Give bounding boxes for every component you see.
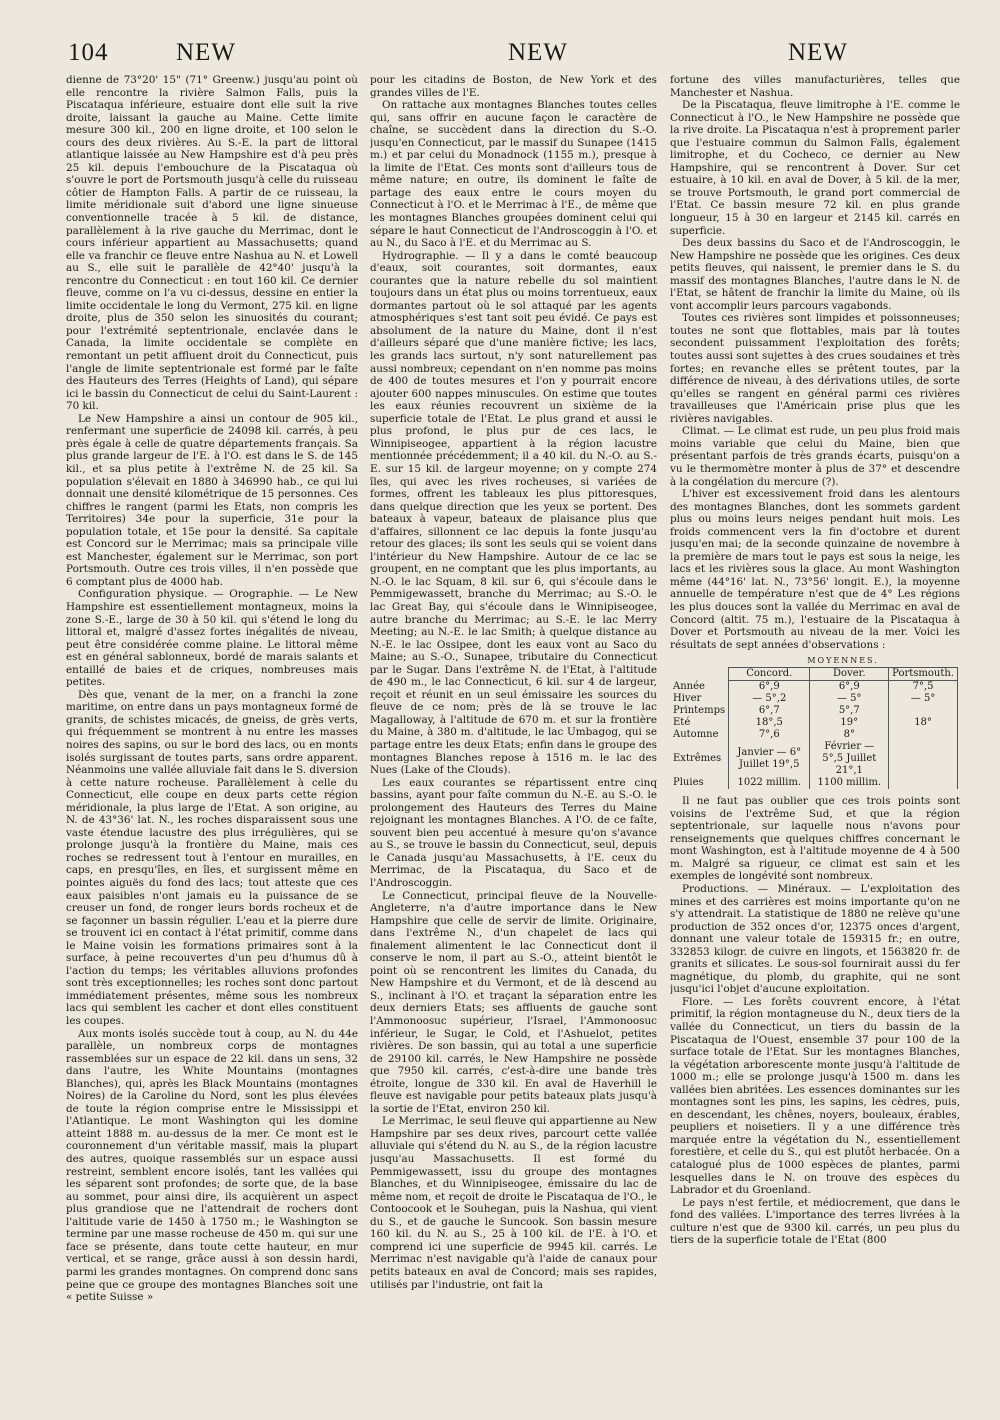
paragraph: Hydrographie. — Il y a dans le comté beaucoup d'eaux, soit courantes, soit dormantes, eaux courantes que la nature rebelle du sol maintient toujours dans un état plus ou moins torrentueux, eaux dormantes partout où le sol attaqué par les agents atmosphériques s'est tant soit peu évidé. Ce pays est absolument de la nature du Maine, dont il n'est d'ailleurs séparé que d'une manière fictive; les lacs, les grands lacs surtout, n'y sont naturellement pas aussi nombreux; cependant on n'en nomme pas moins de 400 de toutes mesures et l'on y pourrait encore ajouter 600 nappes minuscules. On estime que toutes les eaux réunies recouvrent un sixième de la superficie totale de l'Etat. Le plus grand et aussi le plus profond, le plus pur de ces lacs, le Winnipiseogee, appartient à la région lacustre mentionnée précédemment; il a 40 kil. du N.-O. au S.-E. sur 15 kil. de largeur moyenne; on y compte 274 îles, qui avec les rives rocheuses, si variées de formes, offrent les tableaux les plus pittoresques, dans quelque direction que les yeux se portent. Des bateaux à vapeur, bateaux de plaisance plus que d'affaires, sillonnent ce lac depuis la fonte jusqu'au retour des glaces; ils sont les seuls qui se voient dans l'intérieur du New Hampshire. Autour de ce lac se groupent, en ne comptant que les plus importants, au N.-O. le lac Squam, 8 kil. sur 6, qui s'écoule dans le Pemmigewassett, branche du Merrimac; au S.-O. le lac Great Bay, qui s'écoule dans le Winnipiseogee, autre branche du Merrimac; au S.-E. le lac Merry Meeting; au N.-E. le lac Smith; à quelque distance au N.-E. le lac Ossipee, dont les eaux vont au Saco du Maine; au S.-O., Sunapee, tributaire du Connecticut par le Sugar. Dans l'extrême N. de l'Etat, à l'altitude de 490 m., le lac Connecticut, 6 kil. sur 4 de largeur, reçoit et réunit en un seul émissaire les sources du fleuve de ce nom; près de là se trouve le lac Magalloway, à l'altitude de 670 m. et sur la frontière du Maine, à 380 m. d'altitude, le lac Umbagog, qui se partage entre les deux Etats; enfin dans le groupe des montagnes Blanches repose à 1516 m. le lac des Nues (Lake of the Clouds). [370, 249, 657, 777]
running-head-left: NEW [176, 39, 236, 66]
row-label: Eté [673, 717, 691, 729]
cell: 8° [810, 729, 889, 741]
paragraph: On rattache aux montagnes Blanches toutes celles qui, sans offrir en aucune façon le caractère de chaîne, se succèdent dans la direction du S.-O. jusqu'en Connecticut, par le massif du Sunapee (1415 m.) et par celui du Monadnock (1155 m.), presque à la limite de l'Etat. Ces monts sont d'ailleurs tous de même nature; en outre, ils dominent le faîte de partage des eaux entre le cours moyen du Connecticut à l'O. et le Merrimac à l'E., de même que les montagnes Blanches groupées dominent celui qui sépare le haut Connecticut de l'Androscoggin à l'O. et au N., du Saco à l'E. et du Merrimac au S. [370, 99, 657, 250]
cell [889, 777, 958, 789]
column-left [66, 74, 358, 1404]
paragraph: Le Merrimac, le seul fleuve qui appartienne au New Hampshire par ses deux rives, parcourt cette vallée alluviale qui s'étend du N. au S., de la région lacustre jusqu'au Massachusetts. Il est formé du Pemmigewassett, issu du groupe des montagnes Blanches, et du Winnipiseogee, émissaire du lac de même nom, et reçoit de droite le Piscataqua de l'O., le Contoocook et le Souhegan, puis la Nashua, qui vient du S., et de gauche le Suncook. Son bassin mesure 160 kil. du N. au S., 25 à 100 kil. de l'E. à l'O. et comprend ici une superficie de 9945 kil. carrés. Le Merrimac n'est navigable qu'à l'aide de canaux pour petits bateaux en aval de Concord; mais ses rapides, utilisés par l'industrie, ont fait la [370, 1115, 657, 1291]
paragraph: Climat. — Le climat est rude, un peu plus froid mais moins variable que celui du Maine, bien que présentant parfois de très grands écarts, puisqu'on a vu le thermomètre monter à plus de 37° et descendre à la congélation du mercure (?). [670, 425, 960, 488]
table-moyennes-label: MOYENNES. [807, 656, 879, 666]
paragraph: Le Connecticut, principal fleuve de la Nouvelle-Angleterre, n'a d'autre importance dans le New Hampshire que celle de servir de limite. Originaire, dans l'extrême N., d'un chapelet de lacs qui finalement alimentent le lac Connecticut dont il conserve le nom, il part au S.-O., atteint bientôt le point où se rencontrent les limites du Canada, du New Hampshire et du Vermont, et de là descend au S., inclinant à l'O. et traçant la séparation entre les deux derniers Etats; ses affluents de gauche sont l'Ammonoosuc supérieur, l'Israel, l'Ammonoosuc inférieur, le Sugar, le Cold, et l'Ashuelot, petites rivières. De son bassin, qui au total a une superficie de 29100 kil. carrés, le New Hampshire ne possède que 7950 kil. carrés, c'est-à-dire une bande très étroite, longue de 330 kil. En aval de Haverhill le fleuve est navigable pour petits bateaux plats jusqu'à la sortie de l'Etat, environ 250 kil. [370, 889, 657, 1115]
paragraph: Aux monts isolés succède tout à coup, au N. du 44e parallèle, un nombreux corps de montagnes rassemblées sur un espace de 22 kil. dans un sens, 32 dans l'autre, les White Mountains (montagnes Blanches), qui, après les Black Mountains (montagnes Noires) de la Caroline du Nord, sont les plus élevées de toute la région comprise entre le Mississippi et l'Atlantique. Le mont Washington qui les domine atteint 1888 m. au-dessus de la mer. Ce mont est le couronnement d'un véritable massif, mais la plupart des autres, quoique rassemblés sur un espace aussi restreint, semblent encore isolés, tant les vallées qui les séparent sont profondes; de sorte que, de la base au sommet, pour ainsi dire, ils acquièrent un aspect plus grandiose que ne l'attendrait de rochers dont l'altitude varie de 1450 à 1750 m.; le Washington se termine par une masse rocheuse de 450 m. qui sur une face se présente, dans toute cette hauteur, en mur vertical, et se range, grâce aussi à son dessin hardi, parmi les grandes montagnes. On comprend donc sans peine que ce groupe des montagnes Blanches soit une « petite Suisse » [66, 1027, 358, 1304]
row-label: Extrêmes [673, 753, 722, 765]
column-middle [370, 74, 657, 1404]
row-label: Hiver [673, 693, 702, 705]
cell: 6°,7 [729, 705, 810, 717]
paragraph: L'hiver est excessivement froid dans les alentours des montagnes Blanches, dont les sommets gardent plus ou moins leurs neiges pendant huit mois. Les froids commencent vers la fin d'octobre et durent jusqu'en mai; de la seconde quinzaine de novembre à la première de mars tout le pays est sous la neige, les lacs et les rivières sous la glace. Au mont Washington même (44°16' lat. N., 73°56' longit. E.), la moyenne annuelle de température n'est que de 4° Les régions les plus douces sont la vallée du Merrimac en aval de Concord (altit. 75 m.), l'estuaire de la Piscataqua à Dover et Portsmouth au niveau de la mer. Voici les résultats de sept années d'observations : [670, 488, 960, 651]
running-head-center: NEW [508, 39, 568, 66]
running-head-right: NEW [788, 39, 848, 66]
page-number: 104 [68, 39, 109, 66]
paragraph: Flore. — Les forêts couvrent encore, à l'état primitif, la région montagneuse du N., deux tiers de la vallée du Connecticut, un tiers du bassin de la Piscataqua de l'Ouest, ensemble 37 pour 100 de la surface totale de l'Etat. Sur les montagnes Blanches, la végétation arborescente monte jusqu'à l'altitude de 1000 m.; elle se prolonge jusqu'à 1500 m. dans les vallées bien abritées. Les essences dominantes sur les montagnes sont les pins, les sapins, les cèdres, puis, en descendant, les chênes, noyers, bouleaux, érables, peupliers et noisetiers. Il y a une différence très marquée entre la végétation du N., essentiellement forestière, et celle du S., qui est plutôt herbacée. On a catalogué plus de 1000 espèces de plantes, parmi lesquelles dans le N. on trouve des espèces du Labrador et du Groenland. [670, 995, 960, 1197]
paragraph: Le New Hampshire a ainsi un contour de 905 kil., renfermant une superficie de 24098 kil. carrés, à peu près égale à celle de quatre départements français. Sa plus grande largeur de l'E. à l'O. est dans le S. de 145 kil., et sa plus petite à l'extrême N. de 25 kil. Sa population s'élevait en 1880 à 346990 hab., ce qui lui donnait une densité kilométrique de 15 personnes. Ces chiffres le rangent (parmi les Etats, non compris les Territoires) 34e pour la superficie, 31e pour la population totale, et 15e pour la densité. Sa capitale est Concord sur le Merrimac; mais sa principale ville est Manchester, également sur le Merrimac, son port Portsmouth. Outre ces trois villes, il n'en possède que 6 comptant plus de 4000 hab. [66, 412, 358, 588]
table-row [670, 717, 958, 729]
table-row [670, 777, 958, 789]
cell: — 5° [810, 693, 889, 705]
paragraph: Les eaux courantes se répartissent entre cinq bassins, ayant pour faîte commun du N.-E. au S.-O. le prolongement des Hauteurs des Terres du Maine rejoignant les montagnes Blanches. A l'O. de ce faîte, souvent bien peu accentué à mesure qu'on s'avance au S., se trouve le bassin du Connecticut, seul, depuis le Canada jusqu'au Massachusetts, à l'E. ceux du Merrimac, de la Piscataqua, du Saco et de l'Androscoggin. [370, 776, 657, 889]
paragraph: Le pays n'est fertile, et médiocrement, que dans le fond des vallées. L'importance des terres livrées à la culture n'est que de 9300 kil. carrés, un peu plus du tiers de la superficie totale de l'Etat (800 [670, 1196, 960, 1247]
cell: — 5° [889, 693, 958, 705]
table-row [670, 681, 958, 694]
cell: — 5°,2 [729, 693, 810, 705]
paragraph: Toutes ces rivières sont limpides et poissonneuses; toutes ne sont que flottables, mais par là toutes secondent puissamment l'exploitation des forêts; toutes aussi sont sujettes à des crues soudaines et très fortes; en revanche elles se prêtent toutes, par la différence de niveau, à des dérivations utiles, de sorte qu'elles se rangent en général parmi ces rivières travailleuses que l'Américain prise plus que les rivières navigables. [670, 312, 960, 425]
paragraph: Dès que, venant de la mer, on a franchi la zone maritime, on entre dans un pays montagneux formé de granits, de schistes micacés, de gneiss, de grès verts, qui fréquemment se montrent à nu entre les masses noires des sapins, ou sur le bord des lacs, ou en monts isolés surgissant de toutes parts, sans ordre apparent. Néanmoins une vallée alluviale fait dans le S. diversion à cette nature rocheuse. Parallèlement à celle du Connecticut, elle coupe en deux parts cette région méridionale, la plus large de l'Etat. A son origine, au N. de 43°36' lat. N., les roches disparaissent sous une vaste étendue lacustre des plus irrégulières, qui se prolonge jusqu'à la frontière du Maine, mais ces roches se redressent tout à l'entour en murailles, en caps, en presqu'îles, en îles, et surgissent même en pointes aiguës du fond des lacs; tout atteste que ces eaux paisibles n'ont jamais eu la puissance de se creuser un fond, de ronger leurs bords rocheux et de se façonner un bassin régulier. L'eau et la pierre dure se trouvent ici en contact à l'état primitif, comme dans le Maine voisin les formations primaires sont à la surface, à peine recouvertes d'un peu d'humus dû à l'action du temps; les véritables alluvions profondes sont très exceptionnelles; les roches sont donc partout immédiatement présentes, même sous les nombreux lacs qui semblent les cacher et dont elles constituent les coupes. [66, 688, 358, 1028]
cell: 7°,6 [729, 729, 810, 741]
table-row [670, 705, 958, 717]
cell [889, 741, 958, 777]
row-label: Printemps [673, 705, 726, 717]
cell: 5°,7 [810, 705, 889, 717]
cell: 19° [810, 717, 889, 729]
table-row [670, 693, 958, 705]
row-label: Pluies [673, 777, 704, 789]
row-label: Année [673, 680, 705, 692]
paragraph: De la Piscataqua, fleuve limitrophe à l'E. comme le Connecticut à l'O., le New Hampshire ne possède que la rive droite. La Piscataqua n'est à proprement parler que l'estuaire commun du Salmon Falls, également limitrophe, et du Cocheco, ce dernier au New Hampshire, qui se rencontrent à Dover. Sur cet estuaire, à 10 kil. en aval de Dover, à 5 kil. de la mer, se trouve Portsmouth, le grand port commercial de l'Etat. Ce bassin mesure 72 kil. en plus grande longueur, 15 à 30 en largeur et 2145 kil. carrés en superficie. [670, 99, 960, 237]
table-header: Portsmouth. [889, 668, 958, 681]
cell: 7°,5 [889, 681, 958, 694]
paragraph: Des deux bassins du Saco et de l'Androscoggin, le New Hampshire ne possède que les origines. Ces deux petits fleuves, qui naissent, le premier dans le S. du massif des montagnes Blanches, l'autre dans le N. de l'Etat, se hâtent de franchir la limite du Maine, où ils vont accomplir leurs parcours vagabonds. [670, 237, 960, 312]
cell: 1022 millim. [729, 777, 810, 789]
paragraph: fortune des villes manufacturières, telles que Manchester et Nashua. [670, 74, 960, 99]
cell: Février — 5°,5 Juillet 21°,1 [810, 741, 889, 777]
paragraph: dienne de 73°20' 15" (71° Greenw.) jusqu'au point où elle rencontre la rivière Salmon Falls, puis la Piscataqua inférieure, estuaire dont elle suit la rive droite, laissant la gauche au Maine. Cette limite mesure 300 kil., 200 en ligne droite, et 100 selon le cours des deux rivières. Au S.-E. la part de littoral atlantique laissée au New Hampshire est d'à peu près 25 kil. depuis l'embouchure de la Piscataqua où s'ouvre le port de Portsmouth jusqu'à celle du ruisseau côtier de Hampton Falls. A partir de ce ruisseau, la limite méridionale suit d'abord une ligne sinueuse conventionnelle tracée à 5 kil. de distance, parallèlement à la rive gauche du Merrimac, dont le cours inférieur appartient au Massachusetts; quand elle va franchir ce fleuve entre Nashua au N. et Lowell au S., elle suit le parallèle de 42°40' jusqu'à la rencontre du Connecticut : en tout 160 kil. Ce dernier fleuve, comme on l'a vu ci-dessus, dessine en entier la limite occidentale le long du Vermont, 275 kil. en ligne droite, plus de 350 selon les sinuosités du courant; pour l'extrémité septentrionale, enclavée dans le Canada, la limite occidentale se complète en remontant un petit affluent droit du Connecticut, puis l'angle de limite septentrionale est formé par le faîte des Hauteurs des Terres (Heights of Land), qui sépare ici le bassin du Connecticut de celui du Saint-Laurent : 70 kil. [66, 74, 358, 413]
table-row [670, 741, 958, 777]
row-label: Automne [673, 729, 719, 741]
table-row [670, 729, 958, 741]
cell: 6°,9 [810, 681, 889, 694]
table-header: Dover. [810, 668, 889, 681]
paragraph: pour les citadins de Boston, de New York et des grandes villes de l'E. [370, 74, 657, 99]
column-right [670, 74, 960, 1404]
cell: 18°,5 [729, 717, 810, 729]
cell: Janvier — 6° Juillet 19°,5 [729, 741, 810, 777]
cell: 6°,9 [729, 681, 810, 694]
paragraph: Productions. — Minéraux. — L'exploitation des mines et des carrières est moins importante qu'on ne s'y attendrait. La statistique de 1880 ne relève qu'une production de 352 onces d'or, 12375 onces d'argent, donnant une valeur totale de 159315 fr.; en outre, 332853 kilogr. de cuivre en lingots, et 1563820 fr. de granits et silicates. Le sous-sol fournirait aussi du fer magnétique, du plomb, du graphite, qui ne sont jusqu'ici l'objet d'aucune exploitation. [670, 882, 960, 996]
paragraph: Il ne faut pas oublier que ces trois points sont voisins de l'extrême Sud, et que la région septentrionale, sur laquelle nous n'avons pour renseignements que quelques chiffres concernant le mont Washington, est à l'altitude moyenne de 4 à 500 m. Malgré sa rigueur, ce climat est sain et les exemples de longévité sont nombreux. [670, 795, 960, 883]
cell: 18° [889, 717, 958, 729]
paragraph: Configuration physique. — Orographie. — Le New Hampshire est essentiellement montagneux, moins la zone S.-E., large de 30 à 50 kil. qui s'étend le long du littoral et, malgré d'assez fortes inégalités de niveau, peut être considérée comme plaine. Le littoral même est en général sablonneux, bordé de marais salants et entaillé de baies et de criques, nombreuses mais petites. [66, 588, 358, 689]
cell [889, 705, 958, 717]
cell [889, 729, 958, 741]
climate-table [670, 655, 958, 789]
cell: 1100 millim. [810, 777, 889, 789]
table-header: Concord. [729, 668, 810, 681]
